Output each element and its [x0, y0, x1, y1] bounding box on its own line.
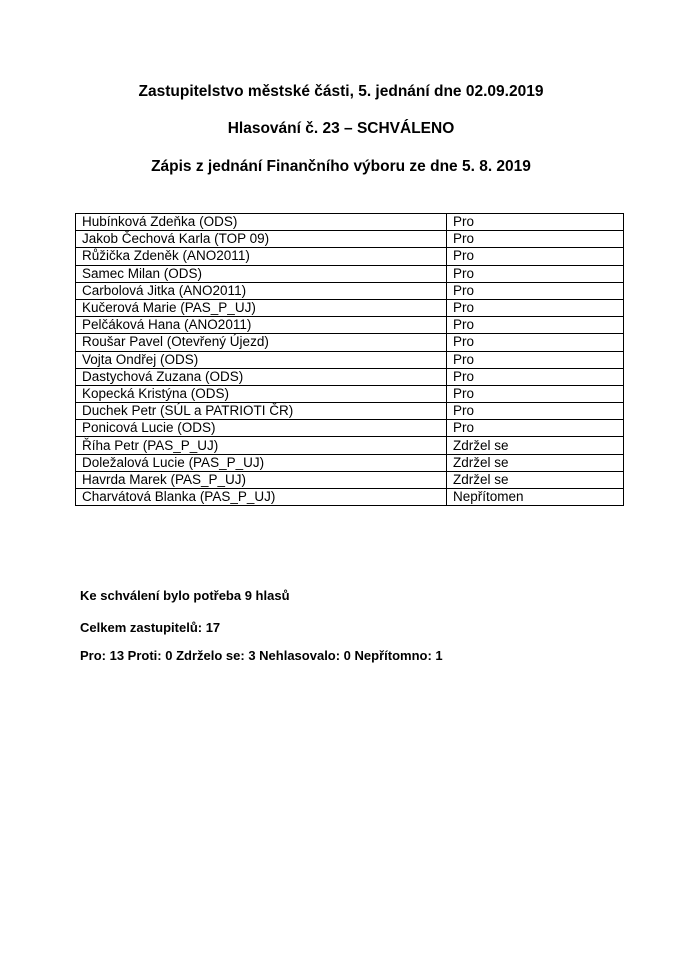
- voter-name-cell: Dastychová Zuzana (ODS): [76, 368, 447, 385]
- document-title: Zastupitelstvo městské části, 5. jednání dne 02.09.2019: [138, 83, 544, 100]
- vote-value-cell: Pro: [447, 317, 624, 334]
- voter-name-cell: Pelčáková Hana (ANO2011): [76, 317, 447, 334]
- voter-name-cell: Hubínková Zdeňka (ODS): [76, 214, 447, 231]
- voter-name-cell: Vojta Ondřej (ODS): [76, 351, 447, 368]
- voter-name-cell: Doležalová Lucie (PAS_P_UJ): [76, 454, 447, 471]
- summary-total-members: Celkem zastupitelů: 17: [80, 620, 221, 635]
- voter-name-cell: Charvátová Blanka (PAS_P_UJ): [76, 489, 447, 506]
- table-row: [76, 248, 624, 265]
- table-row: [76, 299, 624, 316]
- vote-value-cell: Pro: [447, 334, 624, 351]
- table-row: [76, 471, 624, 488]
- summary-required-votes: Ke schválení bylo potřeba 9 hlasů: [80, 588, 290, 603]
- vote-value-cell: Pro: [447, 231, 624, 248]
- table-row: [76, 351, 624, 368]
- vote-result-heading: Hlasování č. 23 – SCHVÁLENO: [227, 120, 455, 137]
- table-row: [76, 420, 624, 437]
- table-row: [76, 282, 624, 299]
- table-row: [76, 385, 624, 402]
- vote-value-cell: Pro: [447, 420, 624, 437]
- vote-value-cell: Pro: [447, 403, 624, 420]
- voter-name-cell: Kopecká Kristýna (ODS): [76, 385, 447, 402]
- vote-value-cell: Pro: [447, 248, 624, 265]
- voter-name-cell: Carbolová Jitka (ANO2011): [76, 282, 447, 299]
- voter-name-cell: Roušar Pavel (Otevřený Újezd): [76, 334, 447, 351]
- subject-heading: Zápis z jednání Finančního výboru ze dne 5. 8. 2019: [151, 158, 531, 175]
- voter-name-cell: Jakob Čechová Karla (TOP 09): [76, 231, 447, 248]
- vote-value-cell: Pro: [447, 385, 624, 402]
- table-row: [76, 214, 624, 231]
- voter-name-cell: Havrda Marek (PAS_P_UJ): [76, 471, 447, 488]
- vote-table: [75, 213, 624, 506]
- vote-value-cell: Pro: [447, 299, 624, 316]
- table-row: [76, 368, 624, 385]
- voter-name-cell: Kučerová Marie (PAS_P_UJ): [76, 299, 447, 316]
- voter-name-cell: Samec Milan (ODS): [76, 265, 447, 282]
- table-row: [76, 317, 624, 334]
- voter-name-cell: Ponicová Lucie (ODS): [76, 420, 447, 437]
- table-row: [76, 231, 624, 248]
- table-row: [76, 437, 624, 454]
- table-row: [76, 454, 624, 471]
- vote-value-cell: Pro: [447, 265, 624, 282]
- summary-vote-counts: Pro: 13 Proti: 0 Zdrželo se: 3 Nehlasovalo: 0 Nepřítomno: 1: [80, 648, 443, 663]
- vote-value-cell: Pro: [447, 282, 624, 299]
- vote-value-cell: Zdržel se: [447, 454, 624, 471]
- table-row: [76, 489, 624, 506]
- table-row: [76, 403, 624, 420]
- vote-value-cell: Pro: [447, 368, 624, 385]
- voter-name-cell: Duchek Petr (SÚL a PATRIOTI ČR): [76, 403, 447, 420]
- vote-value-cell: Pro: [447, 214, 624, 231]
- vote-value-cell: Nepřítomen: [447, 489, 624, 506]
- voter-name-cell: Říha Petr (PAS_P_UJ): [76, 437, 447, 454]
- vote-value-cell: Zdržel se: [447, 437, 624, 454]
- voter-name-cell: Růžička Zdeněk (ANO2011): [76, 248, 447, 265]
- table-row: [76, 265, 624, 282]
- vote-value-cell: Zdržel se: [447, 471, 624, 488]
- vote-value-cell: Pro: [447, 351, 624, 368]
- table-row: [76, 334, 624, 351]
